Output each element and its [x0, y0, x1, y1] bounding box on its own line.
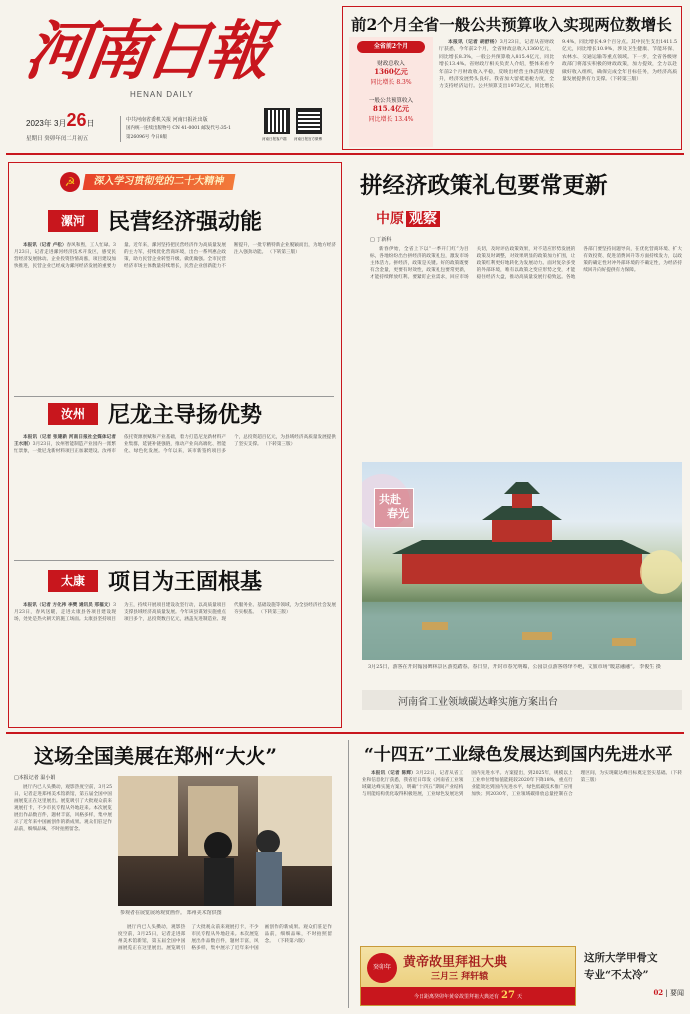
banner-text: 深入学习贯彻党的二十大精神 [83, 174, 236, 190]
lead-stat1-change: 同比增长 8.3% [370, 79, 412, 86]
photo-label: 共赴 春光 [374, 488, 414, 528]
section-divider [14, 396, 334, 397]
masthead-pinyin: HENAN DAILY [130, 90, 194, 99]
art-photo[interactable] [118, 776, 332, 906]
masthead [12, 6, 332, 146]
section3-body: 本报讯（记者 方化祎 李樊 通讯员 邢福文）3月23日，春风送暖，走进太康县各项目建设现场，处处是热火朝天的施工场面。太康县坚持项目为王，持续开展项目建设攻坚行动，以高质量项目支撑县域经济高质量发展。今年该县谋划实施重点项目多个，总投资数百亿元，涵盖先进制造业、现代服务业、基础设施等领域，为全县经济社会发展夯实根基。 （下转第三版） [14, 603, 336, 622]
commentary-column-label: 中原 观察 [376, 208, 440, 228]
lead-stat-box [349, 37, 433, 147]
masthead-weekday: 星期日 癸卯年闰二月初五 [26, 136, 89, 142]
section3-continued: （下转第三版） [258, 610, 291, 615]
commentary-headline[interactable]: 拼经济政策礼包要常更新 [360, 173, 608, 199]
section2-headline[interactable]: 尼龙主导扬优势 [108, 402, 263, 428]
teaser[interactable] [584, 950, 684, 1006]
news-strip [362, 690, 682, 710]
art-continued: （下转第六版） [275, 939, 308, 944]
ad-seal: 癸卯年 [367, 953, 397, 983]
masthead-logo: 河南日報 [20, 14, 272, 89]
teaser-headline: 这所大学甲骨文 [584, 952, 658, 964]
lead-stat2-value: 815.4亿元 [373, 104, 409, 113]
banner [60, 172, 300, 194]
vertical-divider [348, 740, 349, 1008]
ad-countdown: 今日距离癸卯年黄帝故里拜祖大典还有 27 天 [361, 987, 575, 1005]
commentary-author: □ 丁新科 [370, 237, 392, 243]
green-byline: 本报讯（记者 陈辉） [371, 771, 416, 776]
masthead-publisher: 中共河南省委机关报 河南日报社出版 [126, 117, 208, 123]
art-byline: □本报记者 温小娟 [14, 775, 56, 781]
lead-stat1-value: 1360亿元 [374, 67, 408, 76]
news-strip-headline[interactable]: 河南省工业领域碳达峰实施方案出台 [398, 697, 558, 708]
section3-byline: 本报讯（记者 方化祎 李樊 通讯员 邢福文） [23, 603, 114, 608]
qr-code-icon[interactable] [296, 108, 322, 134]
lead-stat1-label: 财政总收入 [377, 61, 405, 67]
section1-tag: 漯河 [48, 210, 98, 232]
art-body-left: 展厅内已人头攒动，观影热度空前，3月25日，记者走进郑州美术馆新馆，第五届全国中国画展览正在这里展出。展览吸引了大批观众前来观展打卡，不少市民专程从外地赶来。本次展览展出作品数百件，题材丰富，风格多样，集中展示了近年来中国画创作的新成果。观众们驻足作品前，细细品味，不时拍照留念。 [14, 785, 112, 832]
lead-stat-title: 全省前2个月 [357, 41, 425, 53]
lead-body: 本报讯（记者 胡舒杨）3月23日，记者从省财政厅获悉，今年前2个月，全省财政总收入1360亿元，同比增长8.3%，一般公共预算收入815.4亿元，同比增长13.4%。省财政厅相关负责人介绍，整体来看今年前2个月财政收入平稳，反映出经营主体活跃度提升，经济发展势头良好。我省加大留抵退税力度，全力支持经济运行。公共预算支出1973亿元，同比增长9.4%，同比增长4.9个百分点。其中民生支出1411.5亿元，同比增长10.9%，涉及卫生健康、节能环保、农林水、交通运输等重点领域。下一步，全省各级财政部门将落实积极的财政政策，加力提效，全力以赴做好收入组织，确保完成全年目标任务，为经济高质量发展提供有力支撑。（下转第三版） [439, 39, 677, 90]
lead-stat2-change: 同比增长 13.4% [368, 116, 414, 123]
green-body: 本报讯（记者 陈辉）3月22日，记者从省工业和信息化厅获悉，我省近日印发《河南省工业领域碳达峰实施方案》，明确“十四五”期间产业结构与用能结构优化取得积极进展，工业绿色发展达到国内先进水平。方案提出，到2025年，规模以上工业单位增加值能耗较2020年下降18%，重点行业能效达到国内先进水平，绿色低碳技术推广应用加快；到2030年，工业领域碳排放总量控制在合理区间，为实现碳达峰目标奠定坚实基础。（下转第三版） [362, 771, 682, 797]
qr-code-icon[interactable] [264, 108, 290, 134]
section2-byline: 本报讯（记者 张建新 河南日报社全媒体记者 王水刚） [14, 435, 116, 447]
qr-caption: 河南日报官方微博 [294, 137, 322, 141]
party-emblem-icon: ☭ [60, 172, 80, 192]
lead-byline: 本报讯（记者 胡舒杨） [448, 39, 500, 45]
gallery-illustration [118, 776, 332, 906]
section1-byline: 本报讯（记者 卢松） [23, 243, 67, 248]
commentary-body: 新春伊始，全省上下以“一季开门红”为目标，各地纷纷出台拼经济的政策礼包，激发市场主体活力。拼经济，政策是关键。好的政策既要有含金量，更要有时效性，政策礼包要常更新，才能持续释放红利。要紧盯企业需求，回应市场关切，及时评估政策效果，对不适应形势发展的政策及时调整，对效果明显的政策加力扩围，让政策红利更好地转化为发展动力。面对复杂多变的外部环境，唯有以政策之变应形势之变，才能稳住经济大盘，推动高质量发展行稳致远。各地各部门要坚持问题导向，在优化营商环境、扩大有效投资、促进消费回升等方面持续发力，以政策的确定性对冲外部环境的不确定性，为经济持续回升向好提供有力保障。 [370, 247, 682, 280]
section2-tag: 汝州 [48, 403, 98, 425]
teaser-page: 02 | 要闻 [653, 988, 684, 997]
masthead-date: 2023年 3月26日 [26, 110, 95, 130]
header-rule [6, 153, 684, 155]
ad-date: 三月三 拜轩辕 [431, 972, 489, 982]
section3-tag: 太康 [48, 570, 98, 592]
teaser-headline: 专业“不太冷” [584, 969, 649, 981]
section1-headline[interactable]: 民营经济强动能 [108, 209, 263, 235]
art-photo-caption: 参观者在展览展场观赏画作。 郑州美术馆供图 [120, 910, 222, 916]
art-headline[interactable]: 这场全国美展在郑州“大火” [34, 744, 278, 768]
masthead-cn: 国内统一连续出版物号 CN 41-0001 邮发代号:35-1 [126, 126, 231, 131]
section2-continued: （下转第三版） [263, 442, 296, 447]
masthead-issue: 第26096号 今日8版 [126, 135, 168, 140]
lead-headline[interactable]: 前2个月全省一般公共预算收入实现两位数增长 [351, 15, 672, 34]
green-headline[interactable]: “十四五”工业绿色发展达到国内先进水平 [364, 745, 673, 765]
photo-caption: 3月25日，游客在开封翰园碑林景区游览踏春。春日里，开封市春光明媚，公园景点游客络绎不绝，文旅市场“暖意融融”。 李俊生 摄 [368, 664, 661, 670]
section1-continued: （下转第三版） [267, 250, 300, 255]
art-body-right: 展厅内已人头攒动，观影热度空前，3月25日，记者走进郑州美术馆新馆，第五届全国中国画展览正在这里展出。展览吸引了大批观众前来观展打卡，不少市民专程从外地赶来。本次展览展出作品数百件，题材丰富，风格多样，集中展示了近年来中国画创作的新成果。观众们驻足作品前，细细品味，不时拍照留念。 （下转第六版） [118, 925, 332, 951]
section2-body: 本报讯（记者 张建新 河南日报社全媒体记者 王水刚）3月23日，汝州智能制造产业园内一派繁忙景象，一批尼龙新材料项目正加紧建设。汝州市依托资源禀赋和产业基础，着力打造尼龙新材料产业集群，延链补链强链，推动产业向高端化、智能化、绿色化发展。今年以来，该市新签约项目多个，总投资超百亿元，为县域经济高质量发展提供了坚实支撑。 （下转第三版） [14, 435, 336, 454]
section1-body: 本报讯（记者 卢松）春风和煦，工人忙碌。3月23日，记者走进漯河经济技术开发区，感受民营经济发展脉动。企业投资热情高涨，项目建设加快推进，民营企业已经成为漯河经济发展的重要力量。近年来，漯河坚持把民营经济作为高质量发展的主力军，持续优化营商环境，出台一系列惠企政策，助力民营企业转型升级、做优做强。全市民营经济市场主体数量持续增长，民营企业创新能力不断提升，一批专精特新企业脱颖而出，为地方经济注入强劲动能。 （下转第三版） [14, 243, 336, 269]
masthead-divider [120, 116, 121, 142]
spring-photo[interactable] [362, 462, 682, 660]
lead-stat2-label: 一般公共预算收入 [368, 98, 413, 104]
lead-story [342, 6, 682, 150]
section3-headline[interactable]: 项目为王固根基 [108, 569, 263, 595]
bottom-rule [6, 732, 684, 734]
ceremony-ad[interactable] [360, 946, 576, 1006]
ad-title: 黄帝故里拜祖大典 [403, 955, 508, 970]
qr-caption: 河南日报客户端 [262, 137, 287, 141]
section-divider [14, 560, 334, 561]
